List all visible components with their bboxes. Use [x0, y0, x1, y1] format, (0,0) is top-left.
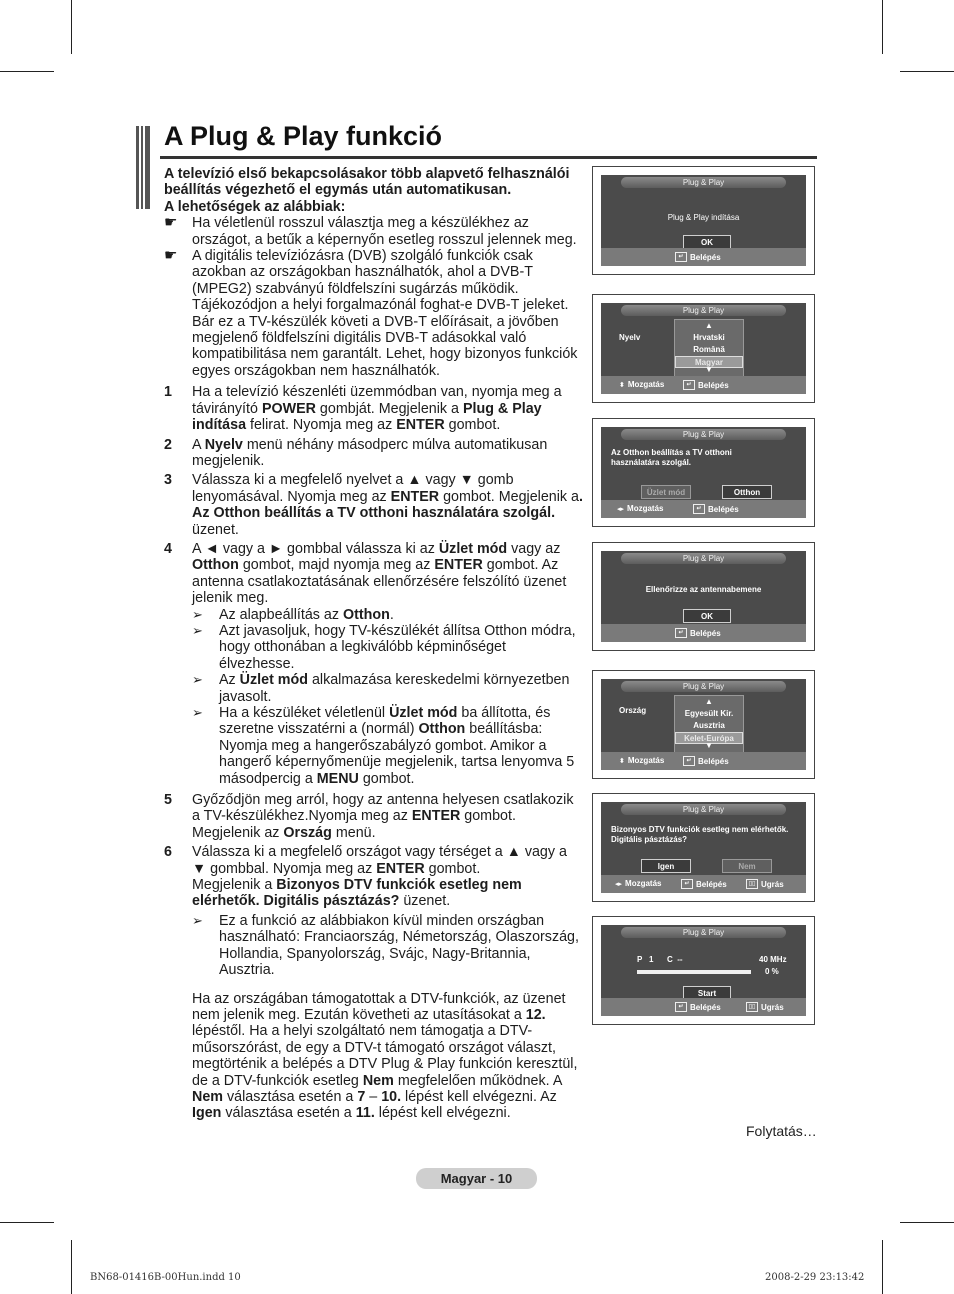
osd-screen-home-mode [592, 418, 815, 527]
note-item: ➢ Az alapbeállítás az Otthon. [192, 606, 394, 623]
step-1: 1 Ha a televízió készenléti üzemmódban van, nyomja meg a távirányító POWER gombját. Megjelenik a Plug & Play indítása felirat. Nyomja meg az ENTER gombot. [164, 384, 562, 434]
left-right-icon: ◂▸ [617, 505, 625, 513]
osd-footer: ◂▸ Mozgatás ↵ Belépés [601, 500, 806, 518]
osd-screen-dtv-scan [592, 793, 815, 902]
note-item: ➢ Ha a készüléket véletlenül Üzlet mód ba állította, és szeretne visszatérni a (normál) Otthon beállításba: Nyomja meg a hangerőszabályzó gombot. Amikor a hangerő képernyőmenüje megjelenik, tartsa lenyomva 5 másodpercig a MENU gombot. [192, 705, 575, 787]
osd-footer: ↵ Belépés ▯▯ Ugrás [601, 998, 806, 1016]
osd-footer: ↵ Belépés [601, 248, 806, 266]
osd-header: Plug & Play [621, 553, 786, 564]
skip-icon: ▯▯ [746, 1002, 758, 1012]
crop-mark [900, 71, 954, 72]
skip-icon: ▯▯ [746, 879, 758, 889]
file-date: 2008-2-29 23:13:42 [765, 1272, 865, 1283]
crop-mark [900, 1222, 954, 1223]
continue-text: Folytatás… [746, 1123, 817, 1139]
enter-icon: ↵ [675, 1002, 687, 1012]
osd-header: Plug & Play [621, 681, 786, 692]
page-number: Magyar - 10 [416, 1168, 537, 1189]
osd-screen-channel-scan [592, 916, 815, 1025]
osd-header: Plug & Play [621, 305, 786, 316]
file-name: BN68-01416B-00Hun.indd 10 [90, 1272, 241, 1283]
enter-icon: ↵ [681, 879, 693, 889]
main-text [164, 166, 584, 1122]
enter-icon: ↵ [675, 628, 687, 638]
step-4-notes [164, 607, 584, 787]
enter-icon: ↵ [683, 756, 695, 766]
up-down-icon: ⬍ [619, 381, 625, 389]
home-mode-button[interactable]: Otthon [722, 485, 772, 499]
ok-button[interactable]: OK [683, 235, 731, 249]
osd-screen-plug-play-start [592, 166, 815, 275]
list-item[interactable]: Română [693, 345, 725, 354]
list-item[interactable]: Ausztria [693, 721, 725, 730]
country-label: Ország [619, 706, 647, 715]
store-mode-button[interactable]: Üzlet mód [641, 485, 691, 499]
osd-header: Plug & Play [621, 177, 786, 188]
osd-message: Az Otthon beállítás a TV otthoni használatára szolgál. [611, 448, 732, 467]
note-arrow-icon: ➢ [192, 912, 203, 928]
enter-icon: ↵ [683, 380, 695, 390]
intro-text: A televízió első bekapcsolásakor több alapvető felhasználói beállítás végezhető el egymás után automatikusan. A lehetőségek az alábbiak: [164, 166, 570, 215]
note-arrow-icon: ➢ [192, 705, 203, 720]
note-arrow-icon: ➢ [192, 622, 203, 638]
step-5: 5 Győződjön meg arról, hogy az antenna helyesen csatlakozik a TV-készülékhez.Nyomja meg az ENTER gombot. Megjelenik az Ország menü. [164, 792, 574, 841]
note-item: ➢ Ez a funkció az alábbiakon kívül minden országban használható: Franciaország, Németország, Olaszország, Hollandia, Spanyolország, Svájc, Nagy-Britannia, Ausztria. [192, 912, 579, 979]
note-item: ➢ Az Üzlet mód alkalmazása kereskedelmi környezetben javasolt. [192, 672, 570, 705]
progress-percent: 0 % [765, 967, 779, 976]
down-arrow-icon: ▼ [705, 365, 713, 374]
osd-screen-language [592, 294, 815, 403]
up-arrow-icon: ▲ [705, 321, 713, 330]
pointing-hand-icon: ☛ [164, 214, 178, 232]
ok-button[interactable]: OK [683, 609, 731, 623]
list-item[interactable]: Egyesült Kir. [684, 709, 734, 718]
step-6: 6 Válassza ki a megfelelő országot vagy térséget a ▲ vagy a ▼ gombbal. Nyomja meg az ENTER gombot. Megjelenik a Bizonyos DTV funkciók esetleg nem elérhetők. Digitális pásztázás? üzenet. [164, 844, 567, 910]
crop-mark [882, 0, 883, 54]
title-rule [160, 156, 817, 159]
list-item-selected[interactable]: Kelet-Európa [675, 732, 743, 744]
osd-footer: ⬍ Mozgatás ↵ Belépés [601, 376, 806, 394]
osd-footer: ◂▸ Mozgatás ↵ Belépés ▯▯ Ugrás [601, 875, 806, 893]
program-label: P 1 [637, 955, 654, 964]
scan-progress-bar [637, 970, 751, 974]
up-arrow-icon: ▲ [705, 697, 713, 706]
page-title: A Plug & Play funkció [164, 121, 443, 151]
left-right-icon: ◂▸ [615, 880, 623, 888]
list-item[interactable]: Hrvatski [693, 333, 725, 342]
osd-message: Plug & Play indítása [667, 213, 740, 222]
osd-message: Bizonyos DTV funkciók esetleg nem elérhetők. Digitális pásztázás? [611, 825, 789, 844]
osd-footer: ↵ Belépés [601, 624, 806, 642]
start-button[interactable]: Start [683, 986, 731, 1000]
osd-header: Plug & Play [621, 804, 786, 815]
pointing-hand-icon: ☛ [164, 247, 178, 265]
note-item: ➢ Azt javasoljuk, hogy TV-készülékét állítsa Otthon módra, hogy otthonában a legkiválóbb képminőséget élvezhesse. [192, 622, 576, 672]
language-label: Nyelv [619, 333, 641, 342]
note-arrow-icon: ➢ [192, 672, 203, 688]
osd-header: Plug & Play [621, 429, 786, 440]
dtv-paragraph: Ha az országában támogatottak a DTV-funkciók, az üzenet nem jelenik meg. Ezután követheti az utasításokat a 12. lépéstől. Ha a helyi szolgáltató nem támogatja a DTV-műsorszórást, de egy a DTV-t támogató országot választ, megtörténik a belépés a DTV Plug & Play funkción keresztül, de a DTV-funkciók esetleg Nem megfelelően működnek. A Nem választása esetén a 7 – 10. lépést kell elvégezni. Az Igen választása esetén a 11. lépést kell elvégezni. [192, 990, 578, 1122]
osd-footer: ⬍ Mozgatás ↵ Belépés [601, 752, 806, 770]
bullet-item: ☛ A digitális televíziózásra (DVB) szolgáló funkciók csak azokban az országokban használhatók, ahol a DVB-T (MPEG2) szabványú földfelszíni sugárzás működik. Tájékozódjon a helyi forgalmazónál foghat-e DVB-T jeleket. Bár ez a TV-készülék követi a DVB-T előírásait, a jövőben megjelenő földfelszíni digitális DVB-T adásokkal való kompatibilitása nem garantált. Lehet, hogy bizonyos funkciók egyes országokban nem használhatók. [164, 247, 578, 379]
frequency-readout: 40 MHz [759, 955, 787, 964]
yes-button[interactable]: Igen [641, 859, 691, 873]
no-button[interactable]: Nem [722, 859, 772, 873]
osd-screen-antenna-check [592, 542, 815, 651]
note-arrow-icon: ➢ [192, 606, 203, 622]
crop-mark [71, 0, 72, 54]
crop-mark [71, 1240, 72, 1294]
enter-icon: ↵ [693, 504, 705, 514]
crop-mark [0, 71, 54, 72]
step-6-notes [164, 913, 584, 979]
crop-mark [882, 1240, 883, 1294]
osd-screen-country [592, 670, 815, 779]
list-item-selected[interactable]: Magyar [675, 356, 743, 368]
step-3: 3 Válassza ki a megfelelő nyelvet a ▲ vagy ▼ gomb lenyomásával. Nyomja meg az ENTER gombot. Megjelenik a. Az Otthon beállítás a TV otthoni használatára szolgál. üzenet. [164, 472, 583, 538]
crop-mark [0, 1222, 54, 1223]
osd-message: Ellenőrizze az antennabemene [645, 585, 762, 594]
enter-icon: ↵ [675, 252, 687, 262]
step-4: 4 A ◄ vagy a ► gombbal válassza ki az Üzlet mód vagy az Otthon gombot, majd nyomja meg az ENTER gombot. Az antenna csatlakoztatásának ellenőrzésére felszólító üzenet jelenik meg. [164, 540, 567, 607]
channel-label: C -- [667, 955, 683, 964]
osd-header: Plug & Play [621, 927, 786, 938]
bullet-item: ☛ Ha véletlenül rosszul választja meg a készülékhez az országot, a betűk a képernyőn esetleg rosszul jelennek meg. [164, 214, 577, 248]
up-down-icon: ⬍ [619, 757, 625, 765]
step-2: 2 A Nyelv menü néhány másodperc múlva automatikusan megjelenik. [164, 436, 548, 469]
down-arrow-icon: ▼ [705, 741, 713, 750]
